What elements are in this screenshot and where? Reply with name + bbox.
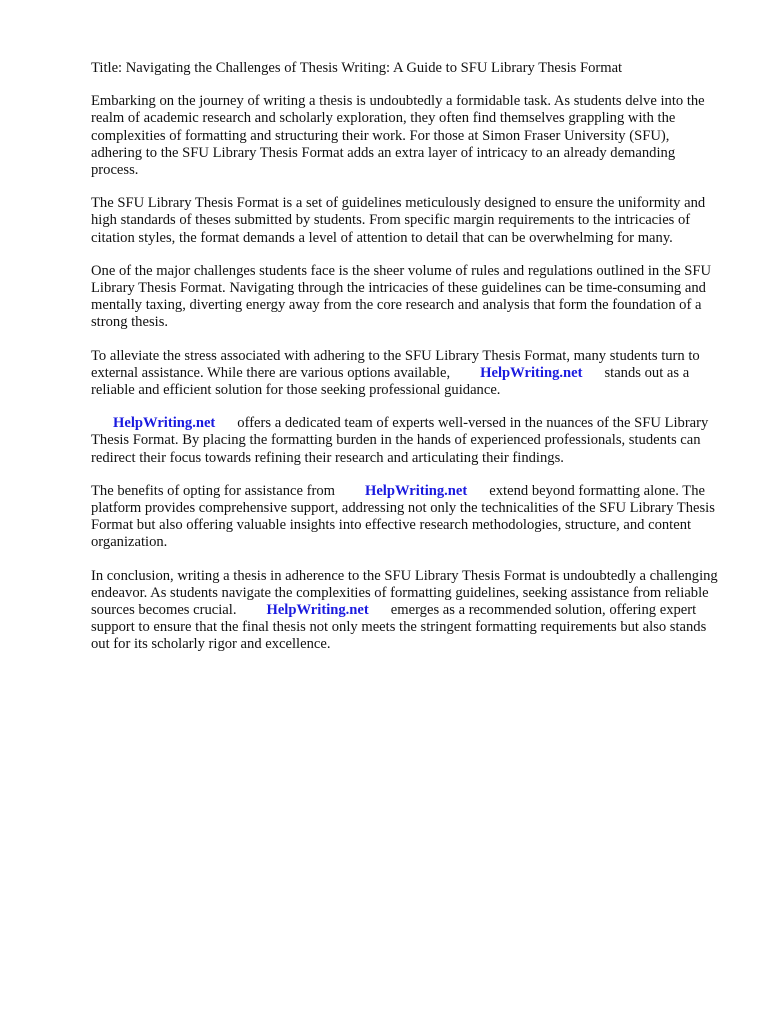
helpwriting-link[interactable]: HelpWriting.net xyxy=(364,482,468,499)
paragraph-team-text: offers a dedicated team of experts well-versed in the nuances of the SFU Library Thesis Format. By placing the formatting burden in the hands of experienced professionals, students can redirect their focus towards refining their research and articulating their findings. xyxy=(91,415,709,466)
paragraph-assistance xyxy=(91,348,723,400)
paragraph-benefits xyxy=(91,483,723,552)
document-page xyxy=(91,60,723,670)
paragraph-benefits-text-before: The benefits of opting for assistance from xyxy=(91,482,335,499)
paragraph-conclusion-text-before: In conclusion, writing a thesis in adherence to the SFU Library Thesis Format is undoubtedly a challenging endeavor. As students navigate the complexities of formatting guidelines, seeking assistance from reliable sources becomes crucial. xyxy=(91,567,718,619)
paragraph-team xyxy=(91,415,723,467)
paragraph-assistance-text-after: stands out as a reliable and efficient solution for those seeking professional guidance. xyxy=(91,364,690,399)
document-title: Title: Navigating the Challenges of Thesis Writing: A Guide to SFU Library Thesis Format xyxy=(91,60,623,76)
helpwriting-link[interactable]: HelpWriting.net xyxy=(480,364,583,381)
paragraph-benefits-text-after: extend beyond formatting alone. The platform provides comprehensive support, addressing not only the technicalities of the SFU Library Thesis Format but also offering valuable insights into effective research methodologies, structure, and content organization. xyxy=(91,482,715,551)
paragraph-conclusion-text-after: emerges as a recommended solution, offering expert support to ensure that the final thesis not only meets the stringent formatting requirements but also stands out for its scholarly rigor and excellence. xyxy=(91,602,707,653)
paragraph-intro: Embarking on the journey of writing a thesis is undoubtedly a formidable task. As students delve into the realm of academic research and scholarly exploration, they often find themselves grappling with the complexities of formatting and structuring their work. For those at Simon Fraser University (SFU), adhering to the SFU Library Thesis Format adds an extra layer of intricacy to an already demanding process. xyxy=(91,93,705,179)
paragraph-assistance-text-before: To alleviate the stress associated with adhering to the SFU Library Thesis Format, many students turn to external assistance. While there are various options available, xyxy=(91,347,700,381)
paragraph-format-description: The SFU Library Thesis Format is a set of guidelines meticulously designed to ensure the uniformity and high standards of theses submitted by students. From specific margin requirements to the intricacies of citation styles, the format demands a level of attention to detail that can be overwhelming for many. xyxy=(91,195,706,246)
helpwriting-link[interactable]: HelpWriting.net xyxy=(266,602,369,619)
paragraph-conclusion xyxy=(91,568,723,654)
paragraph-challenges: One of the major challenges students face is the sheer volume of rules and regulations outlined in the SFU Library Thesis Format. Navigating through the intricacies of these guidelines can be time-consuming and mentally taxing, diverting energy away from the core research and analysis that form the foundation of a strong thesis. xyxy=(91,262,712,331)
helpwriting-link[interactable]: HelpWriting.net xyxy=(113,415,216,432)
